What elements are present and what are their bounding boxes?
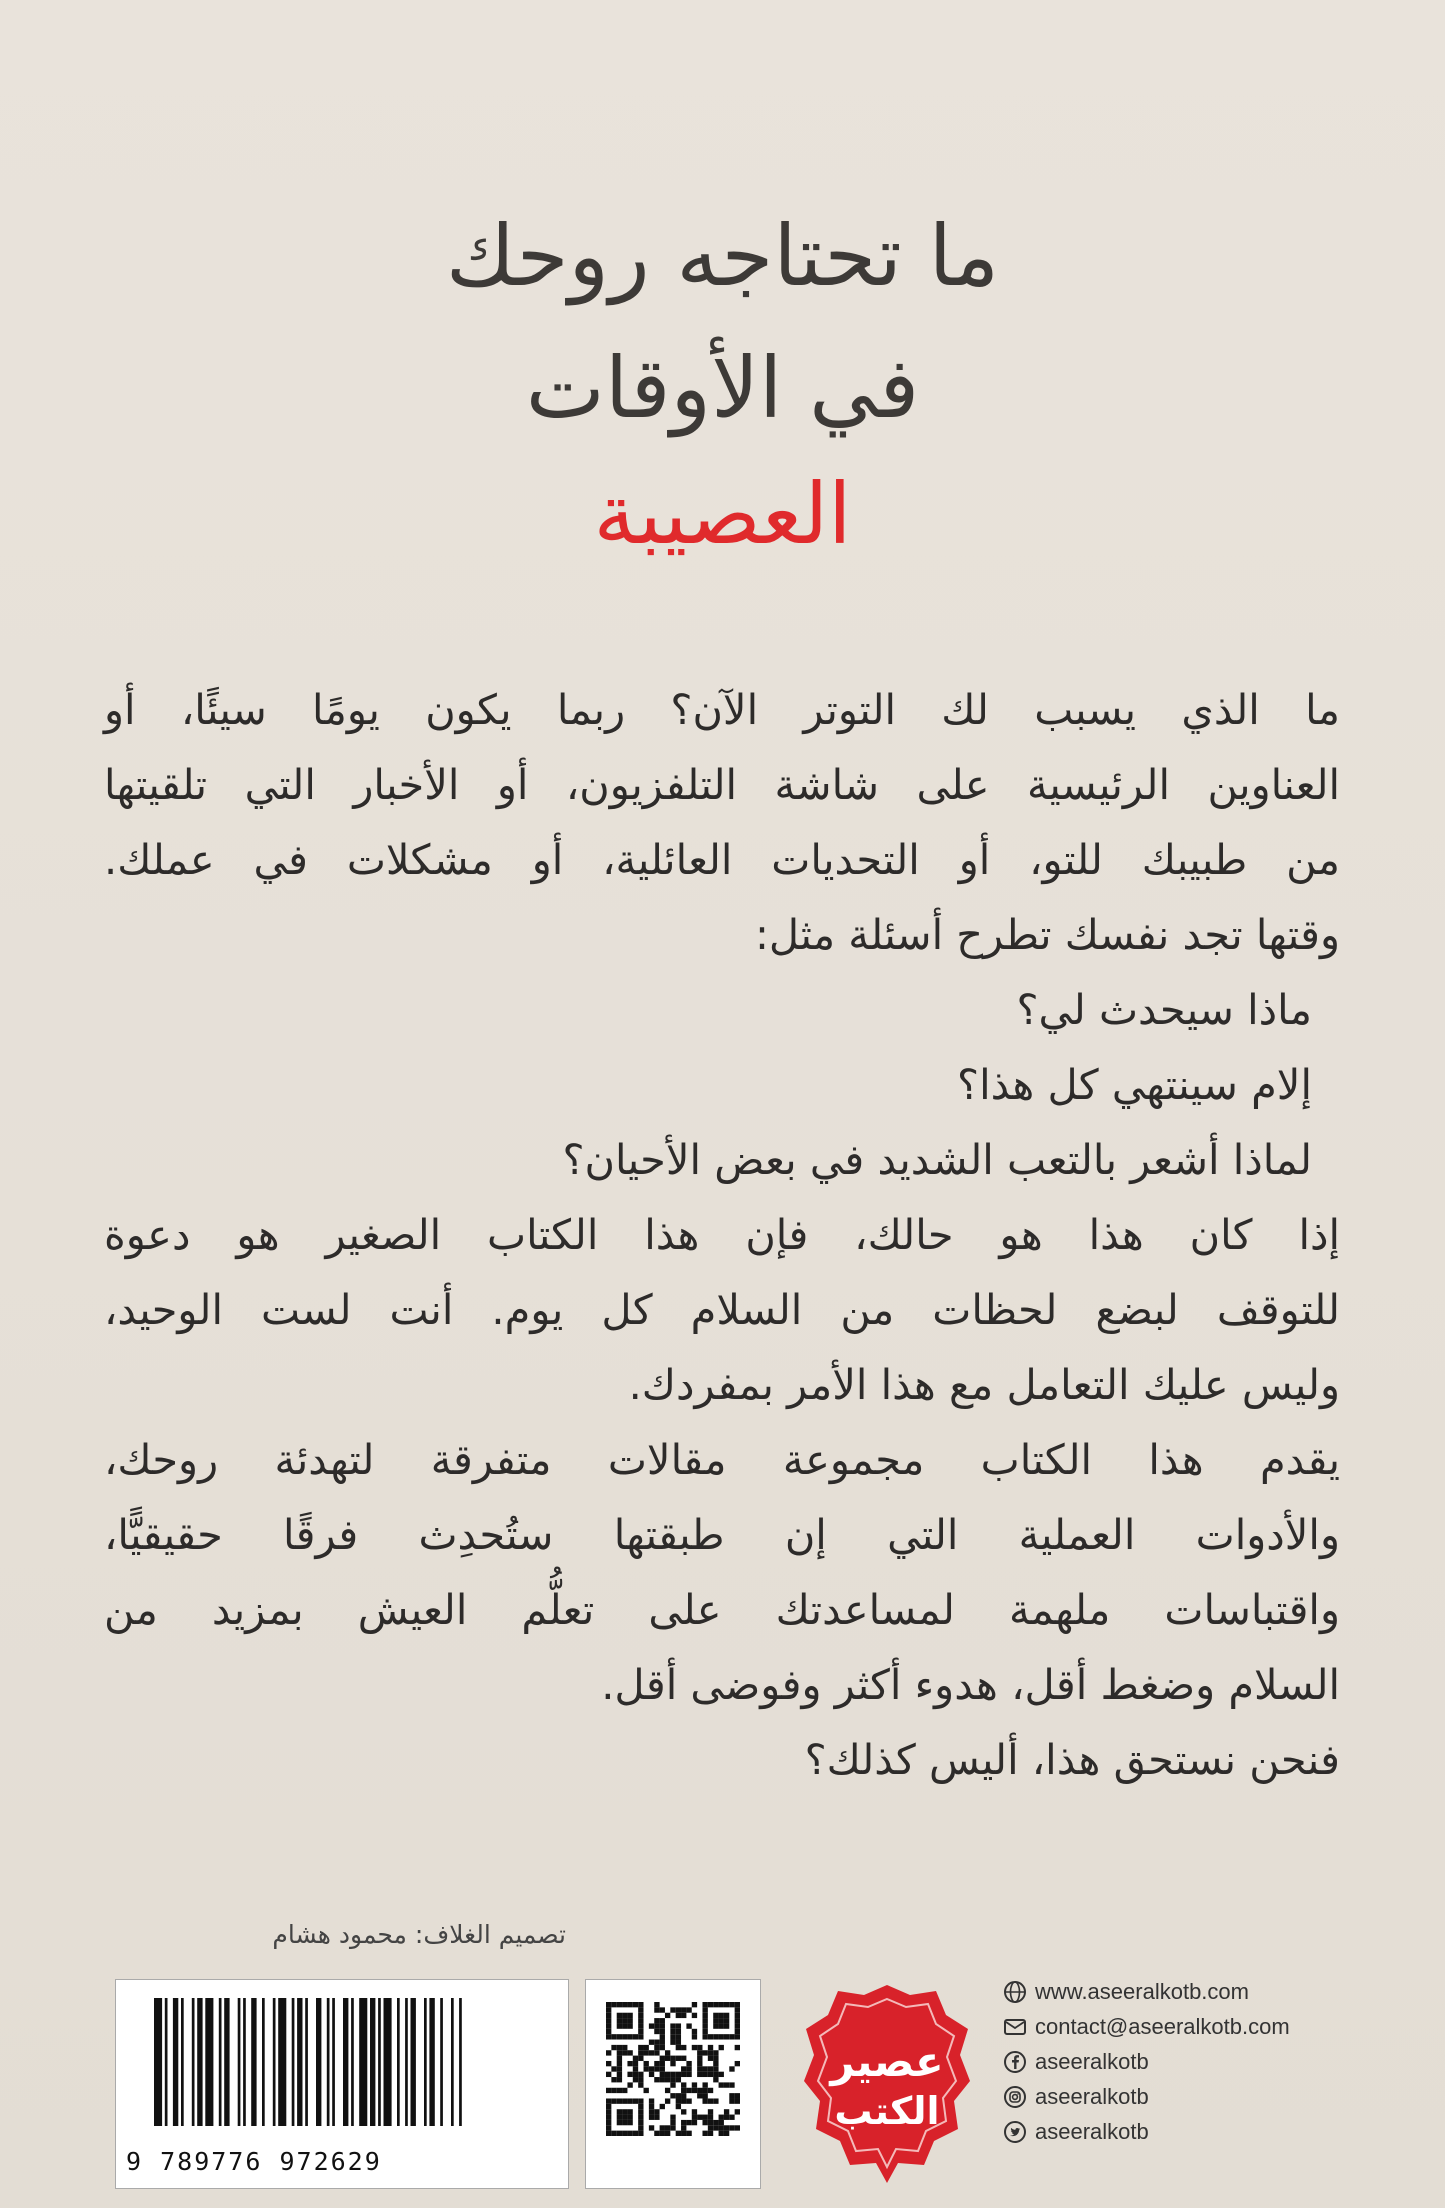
blurb-line: إذا كان هذا هو حالك، فإن هذا الكتاب الصغير هو دعوة	[104, 1210, 1340, 1259]
blurb-line: واقتباسات ملهمة لمساعدتك على تعلُّم العيش بمزيد من	[104, 1585, 1340, 1634]
facebook-icon	[1003, 2050, 1027, 2074]
blurb-line: والأدوات العملية التي إن طبقتها ستُحدِث فرقًا حقيقيًّا،	[104, 1510, 1340, 1559]
instagram-handle[interactable]: aseeralkotb	[1035, 2083, 1149, 2109]
book-title	[0, 190, 1445, 574]
blurb-line: من طبيبك للتو، أو التحديات العائلية، أو مشكلات في عملك.	[104, 835, 1340, 884]
blurb-line: العناوين الرئيسية على شاشة التلفزيون، أو الأخبار التي تلقيتها	[104, 760, 1340, 809]
twitter-icon	[1003, 2120, 1027, 2144]
qr-code-image	[606, 2002, 740, 2136]
email-link[interactable]: contact@aseeralkotb.com	[1035, 2013, 1290, 2039]
mail-icon	[1003, 2015, 1027, 2039]
question-2: إلام سينتهي كل هذا؟	[957, 1060, 1312, 1109]
barcode-number: 9 789776 972629	[126, 2147, 382, 2176]
blurb-line: يقدم هذا الكتاب مجموعة مقالات متفرقة لتهدئة روحك،	[104, 1435, 1340, 1484]
blurb-line: السلام وضغط أقل، هدوء أكثر وفوضى أقل.	[601, 1660, 1340, 1709]
blurb-line: فنحن نستحق هذا، أليس كذلك؟	[804, 1735, 1340, 1784]
globe-icon	[1003, 1980, 1027, 2004]
logo-word-1: عصير	[830, 2037, 944, 2086]
instagram-row[interactable]	[1003, 2079, 1423, 2114]
barcode-bars	[154, 1998, 532, 2126]
facebook-handle[interactable]: aseeralkotb	[1035, 2048, 1149, 2074]
facebook-row[interactable]	[1003, 2044, 1423, 2079]
website-link[interactable]: www.aseeralkotb.com	[1035, 1978, 1249, 2004]
instagram-icon	[1003, 2085, 1027, 2109]
title-line-2: في الأوقات	[525, 339, 920, 437]
twitter-row[interactable]	[1003, 2114, 1423, 2149]
logo-word-2: الكتب	[834, 2089, 940, 2133]
blurb-line: وليس عليك التعامل مع هذا الأمر بمفردك.	[628, 1360, 1340, 1409]
publisher-logo	[800, 1981, 974, 2187]
qr-code[interactable]	[585, 1979, 761, 2189]
blurb	[104, 672, 1340, 1797]
title-line-1: ما تحتاجه روحك	[445, 207, 1000, 305]
website-row[interactable]	[1003, 1974, 1423, 2009]
twitter-handle[interactable]: aseeralkotb	[1035, 2118, 1149, 2144]
blurb-line: ما الذي يسبب لك التوتر الآن؟ ربما يكون يومًا سيئًا، أو	[104, 685, 1340, 734]
publisher-contacts	[1003, 1974, 1423, 2149]
blurb-line: للتوقف لبضع لحظات من السلام كل يوم. أنت لست الوحيد،	[104, 1285, 1340, 1334]
isbn-barcode	[115, 1979, 569, 2189]
question-3: لماذا أشعر بالتعب الشديد في بعض الأحيان؟	[562, 1135, 1312, 1184]
email-row[interactable]	[1003, 2009, 1423, 2044]
blurb-line: وقتها تجد نفسك تطرح أسئلة مثل:	[754, 910, 1340, 959]
cover-design-credit: تصميم الغلاف: محمود هشام	[272, 1920, 566, 1949]
question-1: ماذا سيحدث لي؟	[1016, 985, 1312, 1034]
title-line-3: العصيبة	[593, 465, 852, 563]
